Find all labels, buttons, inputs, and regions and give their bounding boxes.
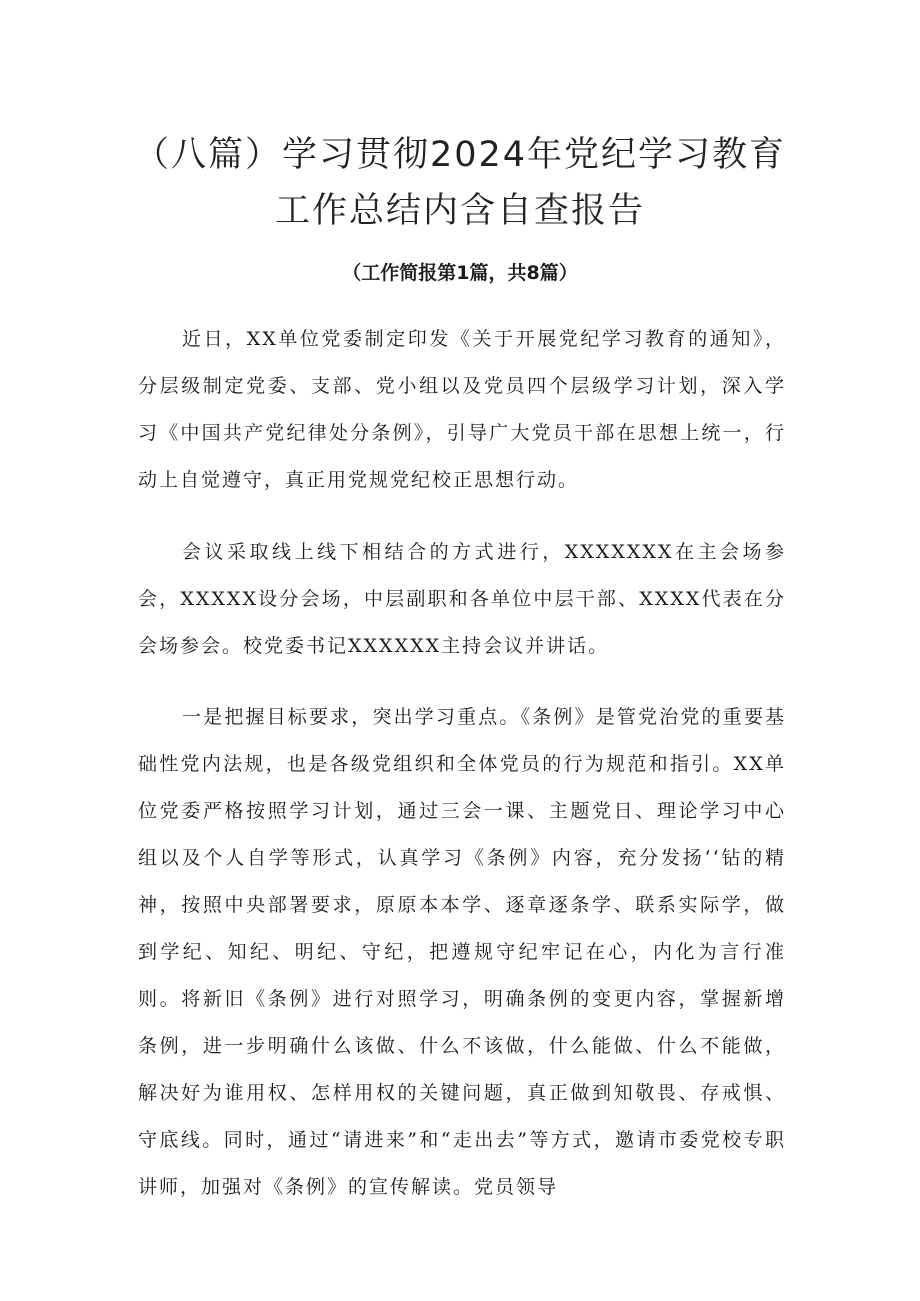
paragraph-2: 会议采取线上线下相结合的方式进行，XXXXXXX在主会场参会，XXXXX设分会场，中层副职和各单位中层干部、XXXX代表在分会场参会。校党委书记XXXXXX主持会议并讲话。 <box>138 541 786 657</box>
document-title: （八篇）学习贯彻2024年党纪学习教育工作总结内含自查报告 <box>133 135 787 232</box>
paragraph-1: 近日，XX单位党委制定印发《关于开展党纪学习教育的通知》，分层级制定党委、支部、党小组以及党员四个层级学习计划，深入学习《中国共产党纪律处分条例》，引导广大党员干部在思想上统一，行动上自觉遵守，真正用党规党纪校正思想行动。 <box>138 328 786 491</box>
document-subtitle: （工作简报第1篇，共8篇） <box>342 262 578 284</box>
paragraph-3: 一是把握目标要求，突出学习重点。《条例》是管党治党的重要基础性党内法规，也是各级党组织和全体党员的行为规范和指引。XX单位党委严格按照学习计划，通过三会一课、主题党日、理论学习中心组以及个人自学等形式，认真学习《条例》内容，充分发扬‘‘钻的精神，按照中央部署要求，原原本本学、逐章逐条学、联系实际学，做到学纪、知纪、明纪、守纪，把遵规守纪牢记在心，内化为言行准则。将新旧《条例》进行对照学习，明确条例的变更内容，掌握新增条例，进一步明确什么该做、什么不该做，什么能做、什么不能做，解决好为谁用权、怎样用权的关键问题，真正做到知敬畏、存戒惧、守底线。同时，通过“请进来”和“走出去”等方式，邀请市委党校专职讲师，加强对《条例》的宣传解读。党员领导 <box>138 706 786 1198</box>
